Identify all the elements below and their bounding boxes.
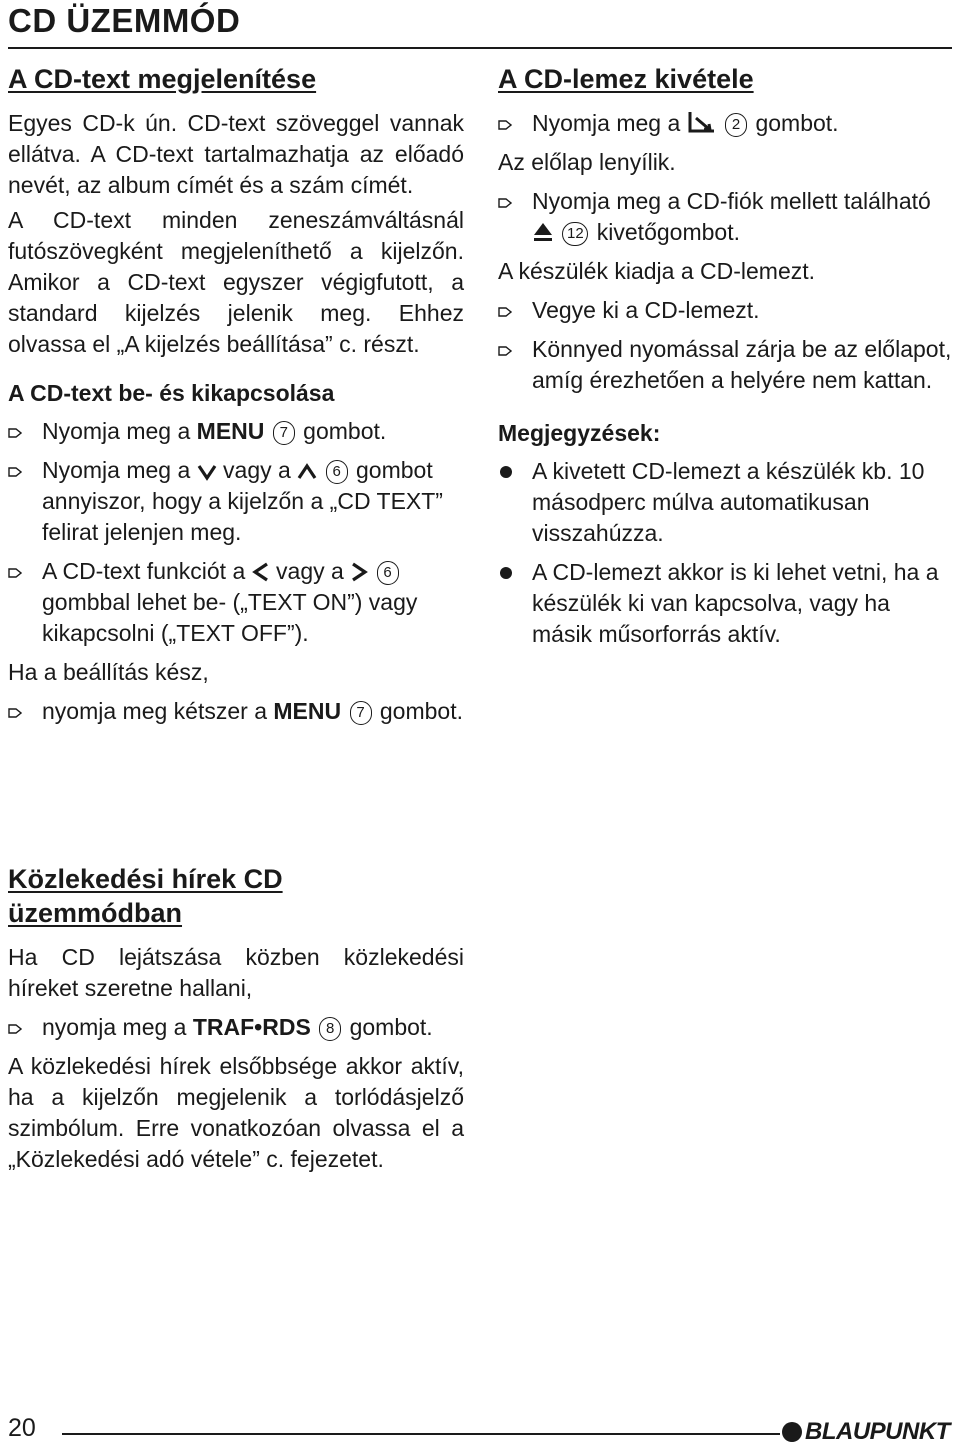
step-text: nyomja meg a — [42, 1014, 193, 1040]
brand-name: BLAUPUNKT — [805, 1418, 950, 1445]
step-text: Nyomja meg a — [532, 110, 687, 136]
button-number-badge: 12 — [562, 222, 588, 246]
step-text: gombot. — [343, 1014, 433, 1040]
step-arrow-icon — [8, 466, 22, 478]
step-text: kivetőgombot. — [590, 219, 740, 245]
bullet-icon — [500, 567, 512, 579]
step-remove-disc — [498, 295, 952, 326]
step-text: gombbal lehet be- („TEXT ON”) vagy kikapcsolni („TEXT OFF”). — [42, 589, 418, 646]
step-arrow-icon — [498, 119, 512, 131]
step-text: Nyomja meg a — [42, 418, 197, 444]
eject-result-text: Az előlap lenyílik. — [498, 149, 676, 175]
step-arrow-icon — [498, 197, 512, 209]
step-text: nyomja meg kétszer a — [42, 698, 274, 724]
brand-logo — [782, 1418, 950, 1446]
step-press-up-down — [8, 455, 464, 548]
step-text: Nyomja meg a — [42, 457, 197, 483]
button-number-badge: 6 — [326, 460, 348, 484]
traffic-news-heading: Közlekedési hírek CD üzemmódban — [8, 864, 283, 928]
footer-rule — [62, 1433, 780, 1435]
chevron-up-icon — [297, 463, 317, 481]
step-text: vagy a — [216, 457, 298, 483]
step-toggle-text — [8, 556, 464, 649]
step-arrow-icon — [498, 345, 512, 357]
step-text: Vegye ki a CD-lemezt. — [532, 297, 760, 323]
bullet-icon — [500, 466, 512, 478]
step-text: gombot. — [296, 418, 387, 444]
eject-result-text: A készülék kiadja a CD-lemezt. — [498, 258, 816, 284]
eject-section — [498, 62, 952, 658]
step-text: gombot annyiszor, hogy a kijelzőn a „CD TEXT” felirat jelenjen meg. — [42, 457, 443, 545]
step-press-menu-twice — [8, 696, 464, 727]
button-number-badge: 7 — [350, 701, 372, 725]
title-rule — [8, 47, 952, 49]
settings-done-text: Ha a beállítás kész, — [8, 659, 209, 685]
menu-key-label: MENU — [196, 418, 265, 444]
eject-icon — [532, 221, 554, 243]
page-title: CD ÜZEMMÓD — [8, 2, 241, 39]
step-text: A CD-text funkciót a — [42, 558, 252, 584]
cd-text-toggle-heading: A CD-text be- és kikapcsolása — [8, 380, 335, 406]
note-item — [498, 456, 952, 549]
step-arrow-icon — [8, 1023, 22, 1035]
traffic-news-section — [8, 862, 464, 1179]
chevron-left-icon — [252, 562, 270, 582]
note-text: A kivetett CD-lemezt a készülék kb. 10 másodperc múlva automatikusan visszahúzza. — [532, 458, 925, 546]
notes-heading: Megjegyzések: — [498, 420, 661, 446]
traffic-news-priority-text: A közlekedési hírek elsőbbsége akkor aktív, ha a kijelzőn megjelenik a torlódásjelző szimbólum. Erre vonatkozóan olvassa el a „Közlekedési adó vétele” c. fejezetet. — [8, 1053, 464, 1172]
button-number-badge: 2 — [725, 113, 747, 137]
chevron-right-icon — [350, 562, 368, 582]
logo-dot-icon — [782, 1422, 802, 1442]
step-close-flip — [498, 334, 952, 396]
step-press-eject — [498, 186, 952, 248]
page-number: 20 — [8, 1414, 36, 1442]
cd-text-heading: A CD-text megjelenítése — [8, 64, 317, 94]
cd-text-section — [8, 62, 464, 735]
button-number-badge: 8 — [319, 1017, 341, 1041]
step-arrow-icon — [498, 306, 512, 318]
step-arrow-icon — [8, 707, 22, 719]
step-open-flip — [498, 108, 952, 139]
step-text: Nyomja meg a CD-fiók mellett található — [532, 188, 931, 214]
traf-rds-key-label: TRAF•RDS — [192, 1014, 311, 1040]
step-text: Könnyed nyomással zárja be az előlapot, amíg érezhetően a helyére nem kattan. — [532, 336, 952, 393]
traffic-news-intro: Ha CD lejátszása közben közlekedési híreket szeretne hallani, — [8, 944, 464, 1001]
menu-key-label: MENU — [273, 698, 342, 724]
note-item — [498, 557, 952, 650]
eject-heading: A CD-lemez kivétele — [498, 64, 754, 94]
step-text: vagy a — [269, 558, 351, 584]
cd-text-scroll-note: A CD-text minden zeneszámváltásnál futószövegként megjeleníthető a kijelzőn. Amikor a CD-text egyszer végigfutott, a standard kijelzés jelenik meg. Ehhez olvassa el „A kijelzés beállítása” c. részt. — [8, 207, 464, 357]
step-arrow-icon — [8, 567, 22, 579]
chevron-down-icon — [197, 463, 217, 481]
step-press-menu — [8, 416, 464, 447]
note-text: A CD-lemezt akkor is ki lehet vetni, ha a készülék ki van kapcsolva, vagy ha másik műsorforrás aktív. — [532, 559, 939, 647]
step-text: gombot. — [749, 110, 839, 136]
button-number-badge: 6 — [377, 561, 399, 585]
flip-release-icon — [687, 110, 717, 134]
button-number-badge: 7 — [273, 421, 295, 445]
cd-text-intro: Egyes CD-k ún. CD-text szöveggel vannak ellátva. A CD-text tartalmazhatja az előadó nevét, az album címét és a szám címét. — [8, 110, 464, 198]
step-arrow-icon — [8, 427, 22, 439]
step-press-traf-rds — [8, 1012, 464, 1043]
step-text: gombot. — [373, 698, 463, 724]
